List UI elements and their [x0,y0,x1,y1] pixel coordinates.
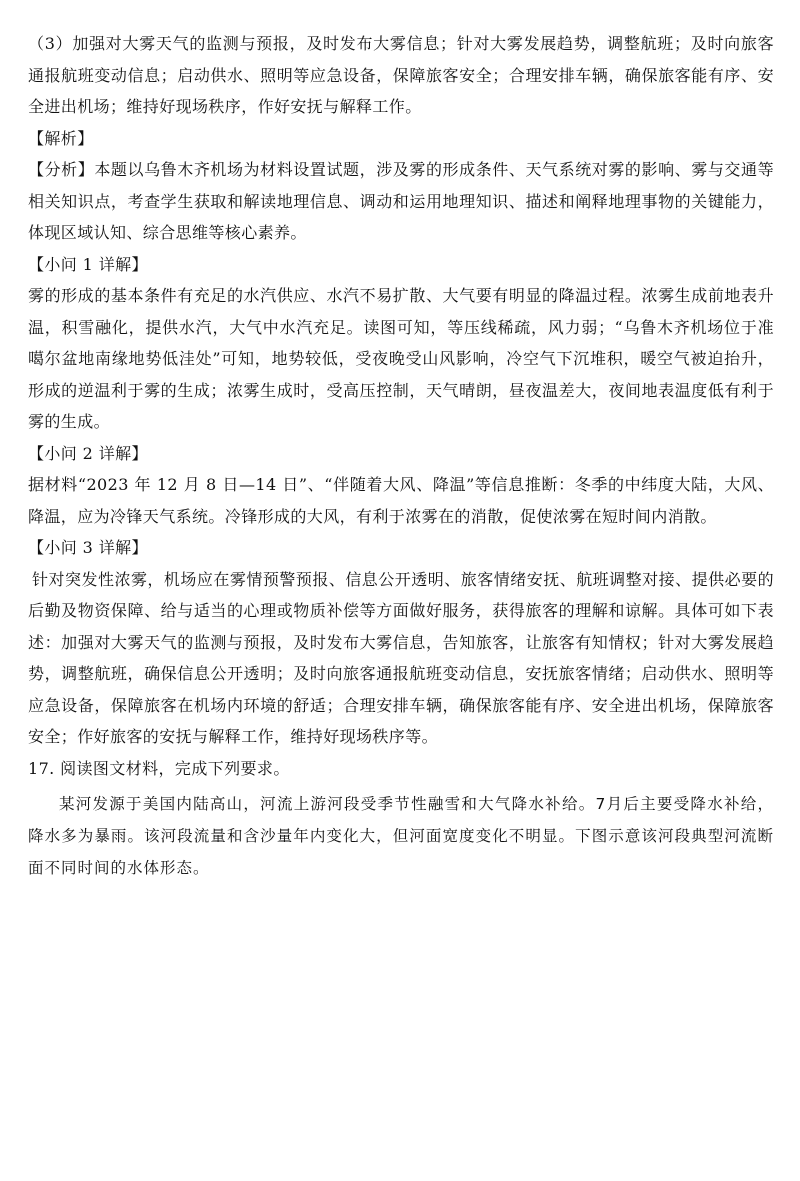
analysis-heading: 【解析】 [28,128,94,148]
answer-3-paragraph: （3）加强对大雾天气的监测与预报，及时发布大雾信息；针对大雾发展趋势，调整航班；及时向旅客通报航班变动信息；启动供水、照明等应急设备，保障旅客安全；合理安排车辆，确保旅客能有序、安全进出机场；维持好现场秩序，作好安抚与解释工作。 [28,34,774,116]
analysis-paragraph: 【分析】本题以乌鲁木齐机场为材料设置试题，涉及雾的形成条件、天气系统对雾的影响、雾与交通等相关知识点，考查学生获取和解读地理信息、调动和运用地理知识、描述和阐释地理事物的关键能力，体现区域认知、综合思维等核心素养。 [28,160,774,242]
question-1-detail: 雾的形成的基本条件有充足的水汽供应、水汽不易扩散、大气要有明显的降温过程。浓雾生成前地表升温，积雪融化，提供水汽，大气中水汽充足。读图可知，等压线稀疏，风力弱；“乌鲁木齐机场位于准噶尔盆地南缘地势低洼处”可知，地势较低，受夜晚受山风影响，冷空气下沉堆积，暖空气被迫抬升，形成的逆温利于雾的生成；浓雾生成时，受高压控制，天气晴朗，昼夜温差大，夜间地表温度低有利于雾的生成。 [28,286,774,431]
question-17-stem: 17. 阅读图文材料，完成下列要求。 [28,758,290,778]
question-2-heading: 【小问 2 详解】 [28,443,148,463]
question-17-material: 某河发源于美国内陆高山，河流上游河段受季节性融雪和大气降水补给。7月后主要受降水补给，降水多为暴雨。该河段流量和含沙量年内变化大，但河面宽度变化不明显。下图示意该河段典型河流断面不同时间的水体形态。 [28,795,774,877]
question-2-detail: 据材料“2023 年 12 月 8 日—14 日”、“伴随着大风、降温”等信息推断：冬季的中纬度大陆，大风、降温，应为冷锋天气系统。冷锋形成的大风，有利于浓雾在的消散，促使浓雾在短时间内消散。 [28,475,774,526]
question-3-detail: 针对突发性浓雾，机场应在雾情预警预报、信息公开透明、旅客情绪安抚、航班调整对接、提供必要的后勤及物资保障、给与适当的心理或物质补偿等方面做好服务，获得旅客的理解和谅解。具体可如下表述：加强对大雾天气的监测与预报，及时发布大雾信息，告知旅客，让旅客有知情权；针对大雾发展趋势，调整航班，确保信息公开透明；及时向旅客通报航班变动信息，安抚旅客情绪；启动供水、照明等应急设备，保障旅客在机场内环境的舒适；合理安排车辆，确保旅客能有序、安全进出机场，保障旅客安全；作好旅客的安抚与解释工作，维持好现场秩序等。 [28,569,774,746]
question-1-heading: 【小问 1 详解】 [28,254,148,274]
question-3-heading: 【小问 3 详解】 [28,538,148,557]
